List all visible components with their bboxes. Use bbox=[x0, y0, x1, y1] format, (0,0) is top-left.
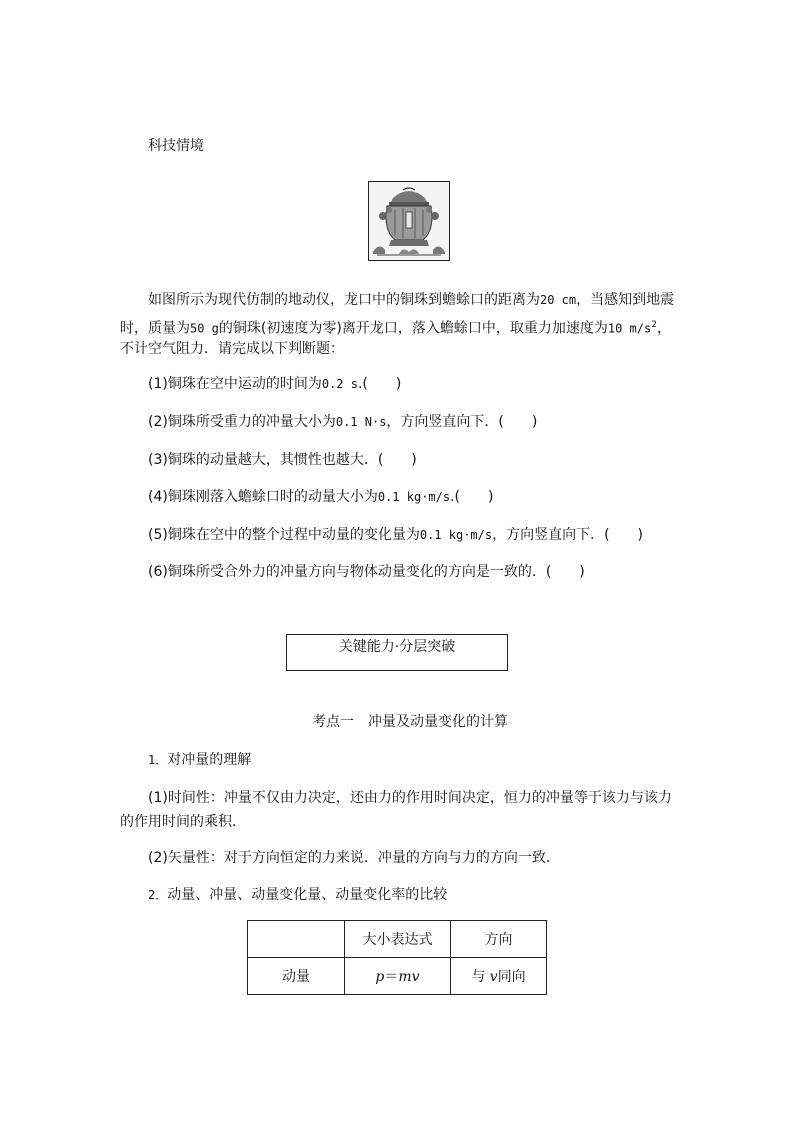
comparison-table bbox=[247, 920, 547, 995]
judge-item-5: (5)铜珠在空中的整个过程中动量的变化量为0.1 kg·m/s，方向竖直向下．( ) bbox=[148, 527, 644, 543]
table-direction-cell: 与 v同向 bbox=[451, 958, 547, 995]
paragraph-time-line-1: (1)时间性：冲量不仅由力决定，还由力的作用时间决定，恒力的冲量等于该力与该力 bbox=[148, 790, 672, 806]
table-row-label: 动量 bbox=[248, 958, 345, 995]
paragraph-time-line-2: 的作用时间的乘积． bbox=[120, 814, 246, 830]
seismograph-icon bbox=[369, 182, 449, 260]
intro-line-1: 如图所示为现代仿制的地动仪，龙口中的铜珠到蟾蜍口的距离为20 cm，当感知到地震 bbox=[148, 292, 675, 308]
intro-line-2: 时，质量为50 g的铜珠(初速度为零)离开龙口，落入蟾蜍口中，取重力加速度为10 $m/s^2$， bbox=[120, 320, 671, 337]
table-expression-cell: p＝mv bbox=[345, 958, 451, 995]
judge-item-1: (1)铜珠在空中运动的时间为0.2 s.( ) bbox=[148, 376, 402, 392]
table-header-cell: 方向 bbox=[451, 921, 547, 958]
table-header-cell: 大小表达式 bbox=[345, 921, 451, 958]
distance-value: 20 cm bbox=[540, 293, 577, 307]
intro-line-3: 不计空气阻力．请完成以下判断题： bbox=[120, 341, 344, 357]
section-title: 科技情境 bbox=[148, 138, 204, 154]
gravity-value: 10 m/s bbox=[607, 321, 652, 336]
table-header-row bbox=[248, 921, 547, 958]
judge-item-2: (2)铜珠所受重力的冲量大小为0.1 N·s，方向竖直向下．( ) bbox=[148, 414, 538, 430]
judge-item-6: (6)铜珠所受合外力的冲量方向与物体动量变化的方向是一致的．( ) bbox=[148, 564, 585, 580]
mass-value: 50 g bbox=[190, 321, 219, 336]
kaodian-title: 考点一 冲量及动量变化的计算 bbox=[312, 714, 508, 730]
key-ability-heading: 关键能力·分层突破 bbox=[286, 634, 508, 671]
subsection-2-title: 2．动量、冲量、动量变化量、动量变化率的比较 bbox=[148, 887, 448, 903]
paragraph-vector: (2)矢量性：对于方向恒定的力来说．冲量的方向与力的方向一致． bbox=[148, 850, 560, 866]
table-row bbox=[248, 958, 547, 995]
judge-item-4: (4)铜珠刚落入蟾蜍口时的动量大小为0.1 kg·m/s.( ) bbox=[148, 489, 494, 505]
seismograph-figure bbox=[368, 181, 450, 261]
table-header-cell bbox=[248, 921, 345, 958]
subsection-1-title: 1．对冲量的理解 bbox=[148, 752, 252, 768]
judge-item-3: (3)铜珠的动量越大，其惯性也越大．( ) bbox=[148, 452, 417, 468]
